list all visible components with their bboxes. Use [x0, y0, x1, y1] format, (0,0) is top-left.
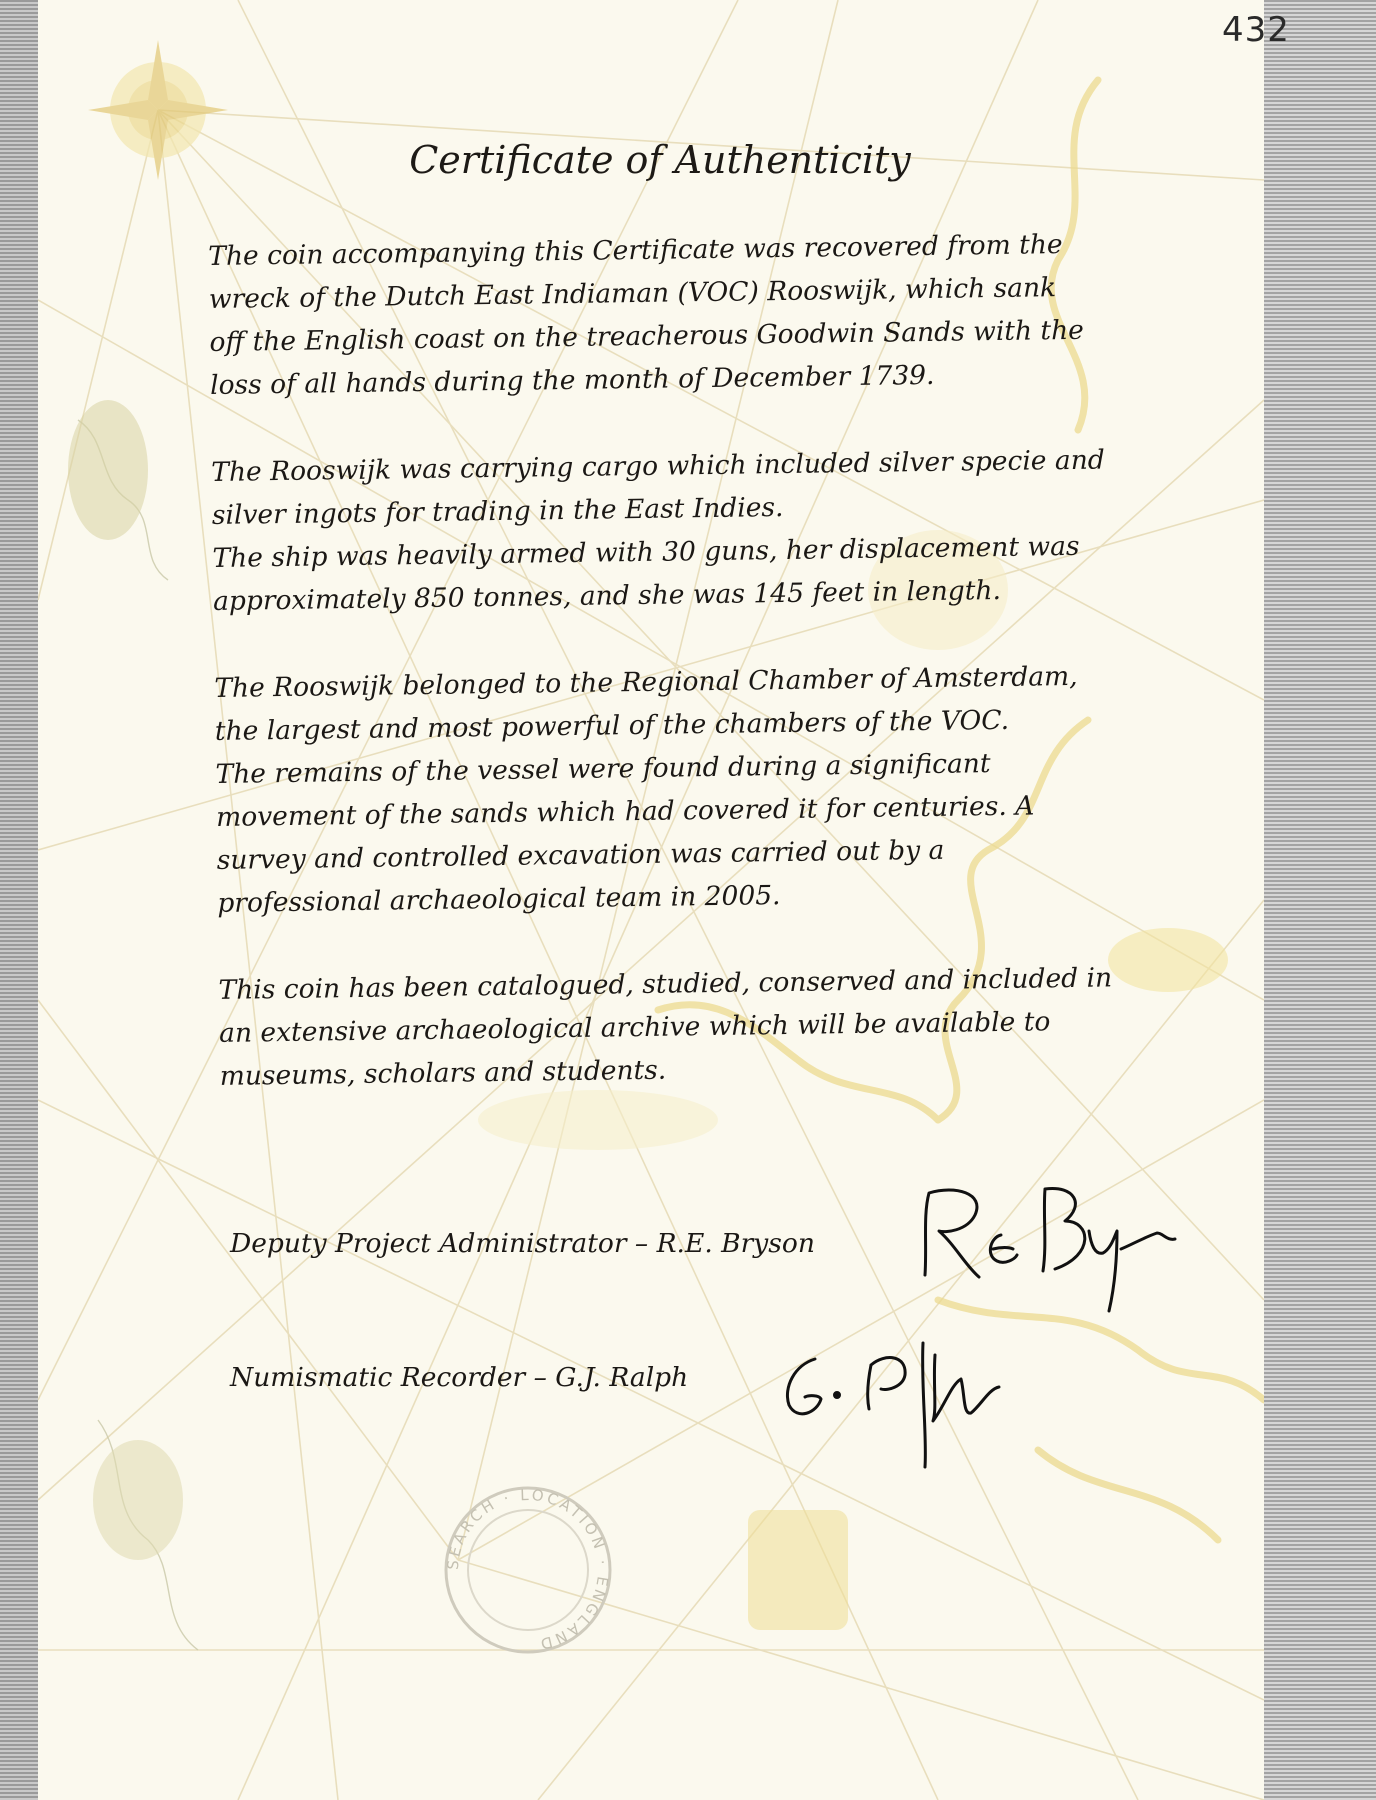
paragraph-archive: [218, 956, 1175, 1098]
page-number: 432: [1222, 10, 1290, 50]
certificate-title: Certificate of Authenticity: [409, 138, 911, 182]
body-line: The Rooswijk belonged to the Regional Chamber of Amsterdam,: [214, 660, 1078, 704]
stamp-text: SEARCH · LOCATION · ENGLAND: [443, 1485, 613, 1654]
body-line: The ship was heavily armed with 30 guns, her displacement was: [212, 530, 1080, 574]
signature-ralph: [775, 1325, 1035, 1475]
certificate-body: [208, 222, 1176, 1142]
body-line: loss of all hands during the month of December 1739.: [209, 359, 935, 401]
body-line: the largest and most powerful of the chambers of the VOC.: [214, 704, 1010, 747]
body-line: The remains of the vessel were found during a significant: [215, 748, 991, 790]
body-line: off the English coast on the treacherous Goodwin Sands with the: [209, 314, 1085, 358]
body-line: The Rooswijk was carrying cargo which included silver specie and: [211, 444, 1105, 488]
body-line: movement of the sands which had covered it for centuries. A: [215, 790, 1035, 833]
body-line: The coin accompanying this Certificate was recovered from the: [208, 229, 1063, 272]
body-line: wreck of the Dutch East Indiaman (VOC) Rooswijk, which sank: [208, 272, 1057, 315]
body-line: museums, scholars and students.: [219, 1054, 667, 1092]
embossed-stamp: [438, 1470, 618, 1670]
paragraph-provenance: [208, 222, 1165, 407]
body-line: silver ingots for trading in the East Indies.: [211, 491, 784, 531]
signatory-administrator: Deputy Project Administrator – R.E. Bryson: [230, 1228, 815, 1259]
paragraph-chamber: [214, 654, 1173, 925]
body-line: survey and controlled excavation was carried out by a: [216, 834, 945, 876]
body-line: an extensive archaeological archive which will be available to: [218, 1006, 1051, 1049]
signatory-recorder: Numismatic Recorder – G.J. Ralph: [230, 1362, 689, 1393]
body-line: approximately 850 tonnes, and she was 145 feet in length.: [212, 574, 1002, 617]
body-line: professional archaeological team in 2005.: [217, 880, 781, 919]
scan-border-left: [0, 0, 38, 1800]
paragraph-cargo: [211, 438, 1168, 623]
scan-border-right: [1264, 0, 1376, 1800]
signature-bryson: [905, 1175, 1185, 1325]
body-line: This coin has been catalogued, studied, conserved and included in: [218, 962, 1113, 1006]
